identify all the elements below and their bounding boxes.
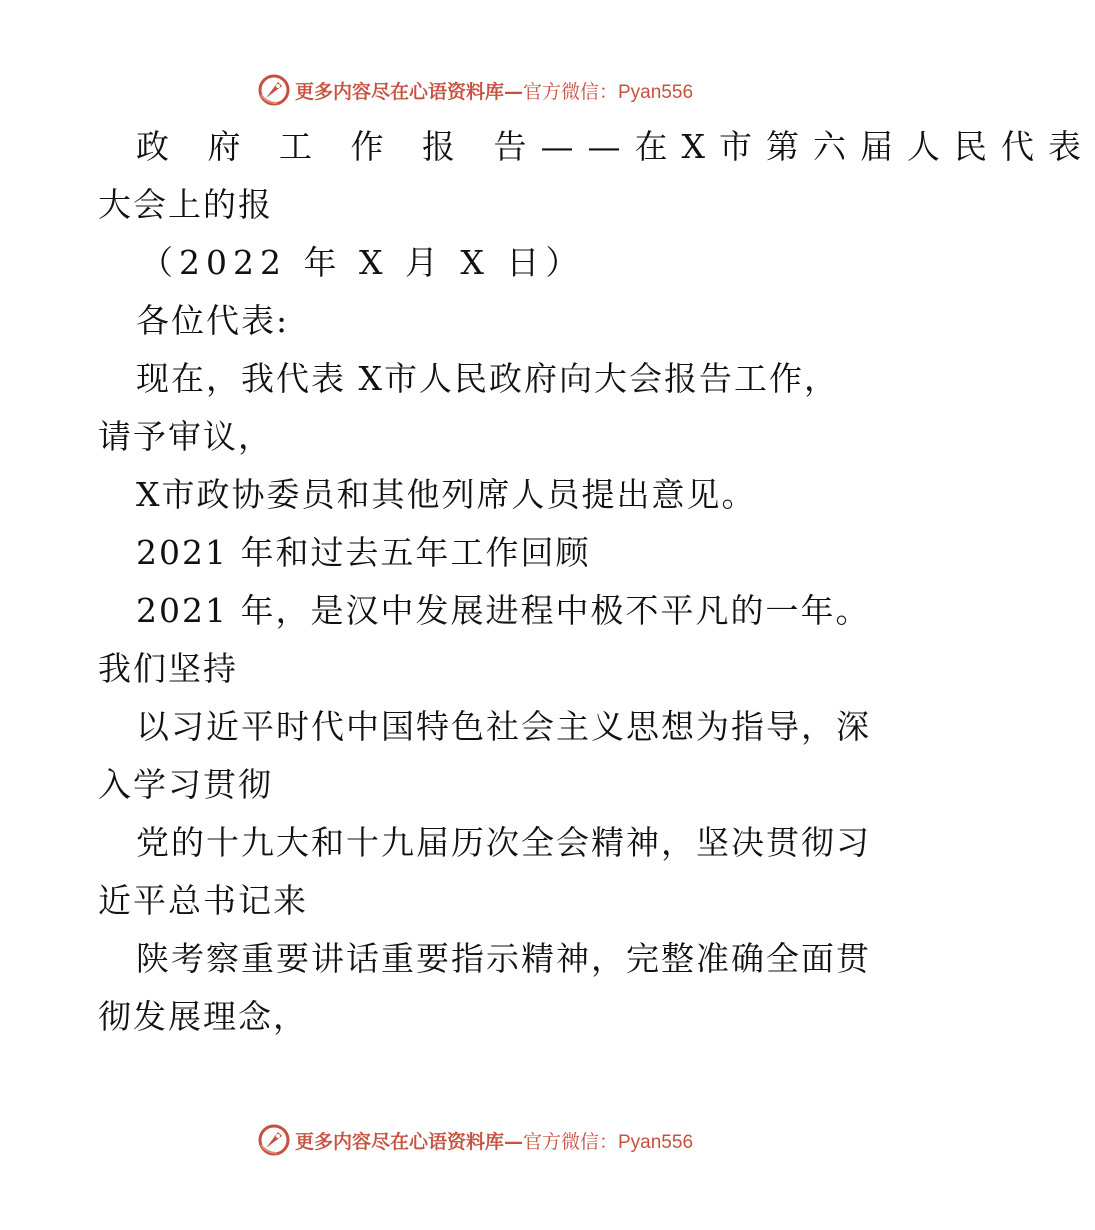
watermark-dash: — [503, 80, 523, 103]
paragraph-line: 近平总书记来 [98, 881, 308, 920]
footer-watermark [0, 1120, 950, 1160]
paragraph-line: 彻发展理念， [98, 997, 308, 1036]
document-title-line-1: 政 府 工 作 报 告——在X市第六届人民代表 [136, 127, 1095, 166]
paragraph-line: 党的十九大和十九届历次全会精神，坚决贯彻习 [136, 823, 871, 862]
watermark-wechat-label: 官方微信： [522, 80, 618, 103]
document-body [98, 118, 1095, 1046]
section-heading: 2021 年和过去五年工作回顾 [136, 533, 591, 572]
document-date: （2022 年 X 月 X 日） [140, 243, 585, 282]
watermark-text [295, 1127, 693, 1154]
paragraph-line: 入学习贯彻 [98, 765, 273, 804]
paragraph-line: 我们坚持 [98, 649, 238, 688]
watermark-main: 更多内容尽在心语资料库 [294, 1130, 504, 1153]
paragraph-line: 现在，我代表 X市人民政府向大会报告工作， [136, 359, 839, 398]
paragraph-line: 以习近平时代中国特色社会主义思想为指导，深 [136, 707, 871, 746]
document-title-line-2: 大会上的报 [98, 185, 273, 224]
header-watermark [0, 70, 950, 110]
watermark-wechat-id: Pyan556 [618, 1131, 694, 1153]
pen-nib-circle-icon [257, 1123, 291, 1157]
paragraph-line: 2021 年，是汉中发展进程中极不平凡的一年。 [136, 591, 871, 630]
watermark-dash: — [503, 1130, 523, 1153]
paragraph-line: 请予审议， [98, 417, 273, 456]
watermark-wechat-id: Pyan556 [618, 81, 694, 103]
salutation: 各位代表: [136, 301, 290, 340]
watermark-main: 更多内容尽在心语资料库 [294, 80, 504, 103]
paragraph-line: 陕考察重要讲话重要指示精神，完整准确全面贯 [136, 939, 871, 978]
pen-nib-circle-icon [257, 73, 291, 107]
watermark-text [295, 77, 693, 104]
paragraph-line: X市政协委员和其他列席人员提出意见。 [136, 475, 757, 514]
watermark-wechat-label: 官方微信： [522, 1130, 618, 1153]
